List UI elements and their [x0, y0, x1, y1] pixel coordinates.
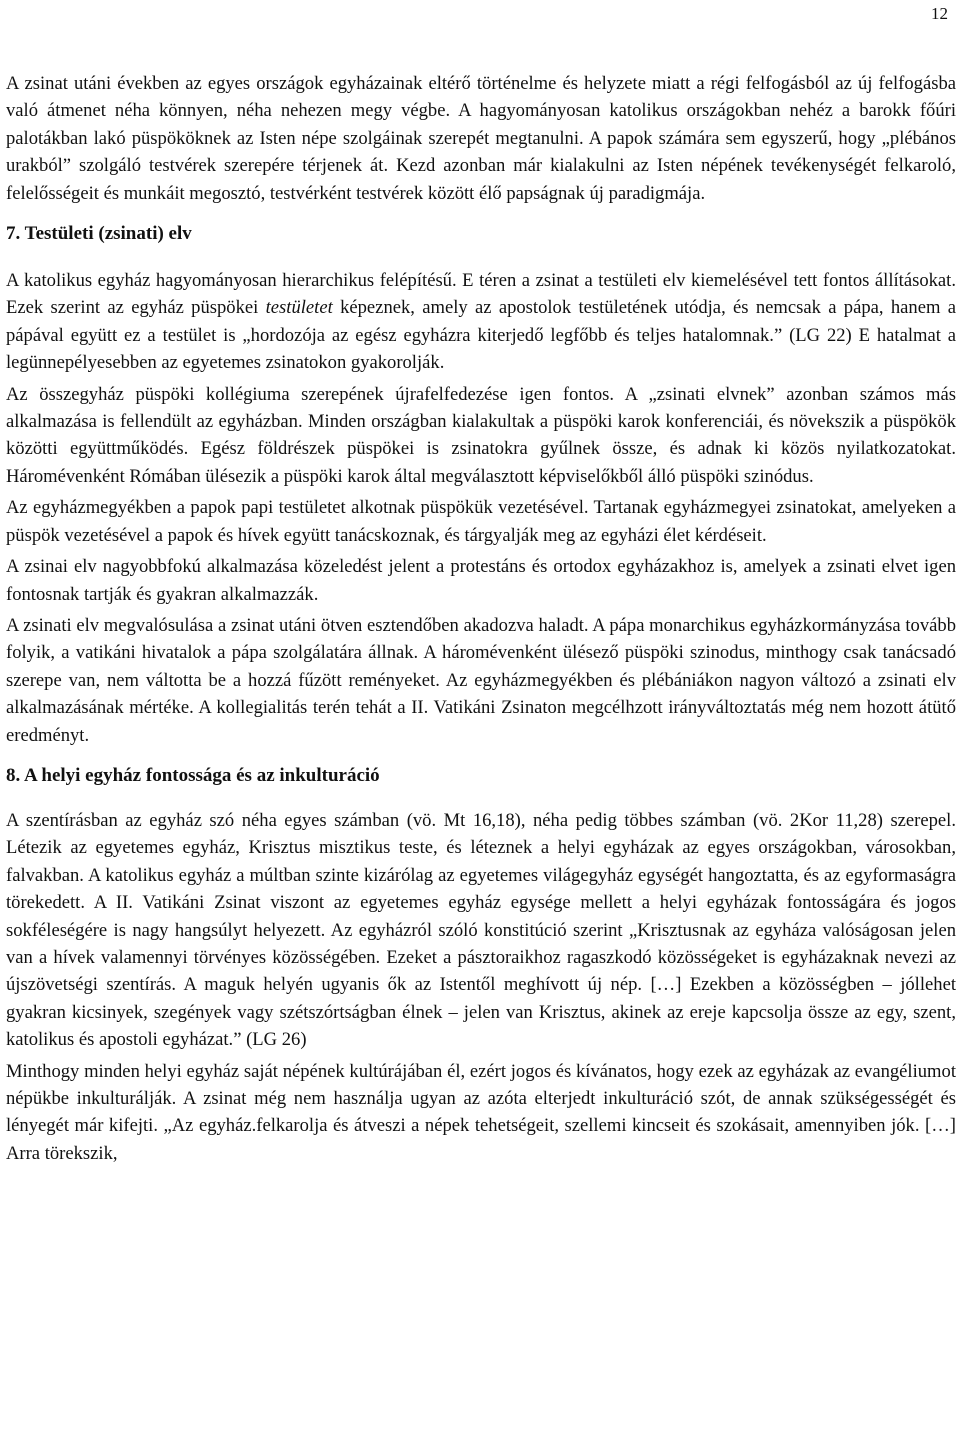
section-7-paragraph: A zsinai elv nagyobbfokú alkalmazása közeledést jelent a protestáns és ortodox egyházakhoz is, amelyek a zsinati elvet igen fontosnak tartják és gyakran alkalmazzák. — [6, 556, 956, 605]
emphasis-text: testületet — [265, 297, 333, 319]
section-7-paragraph: Az összegyház püspöki kollégiuma szerepének újrafelfedezése igen fontos. A „zsinati elvnek” azonban számos más alkalmazása is fellendült az egyházban. Minden országban kialakultak a püspöki karok konferenciái, és növekszik a püspökök közötti együttműködés. Egész földrészek püspökei is zsinatokra gyűlnek össze, és adnak ki közös nyilatkozatokat. Háromévenként Rómában ülésezik a püspöki karok által megválasztott képviselőkből álló püspöki szinódus. — [6, 383, 956, 487]
intro-paragraph: A zsinat utáni években az egyes országok egyházainak eltérő történelme és helyzete miatt a régi felfogásból az új felfogásba való átmenet néha könnyen, néha nehezen megy végbe. A hagyományosan katolikus országokban nehéz a barokk főúri palotákban lakó püspököknek az Isten népe szolgáinak szerepét megtanulni. A papok számára sem egyszerű, hogy „plébános urakból” szolgáló testvérek szerepére térjenek át. Kezd azonban már kialakulni az Isten népének tevékenységét felkaroló, felelősségeit és munkáit megosztó, testvérként testvérek között élő papságnak új paradigmája. — [6, 73, 956, 204]
page-number: 12 — [931, 4, 948, 23]
section-8-heading: 8. A helyi egyház fontossága és az inkulturáció — [6, 764, 380, 786]
section-7-paragraph — [6, 267, 956, 377]
text-run: képeznek, amely az apostolok testületének utódja, és nemcsak a pápa, hanem a pápával együtt ez a testület is „hordozója az egész egyházra kiterjedő legfőbb és teljes hatalomnak.” (LG 22) E hatalmat a legünnepélyesebben az egyetemes zsinatokon gyakorolják. — [6, 297, 957, 374]
section-8-paragraph: A szentírásban az egyház szó néha egyes számban (vö. Mt 16,18), néha pedig többes számban (vö. 2Kor 11,28) szerepel. Létezik az egyetemes egyház, Krisztus misztikus teste, és léteznek a helyi egyházak az egyes országokban, városokban, falvakban. A katolikus egyház a múltban szinte kizárólag az egyetemes világegyház egységét hangoztatta, és az egyformaságra törekedett. A II. Vatikáni Zsinat viszont az egyetemes egyház egysége mellett a helyi egyházak fontosságára és jogos sokféleségére is nagy hangsúlyt helyezett. Az egyházról szóló konstitúció szerint „Krisztusnak az egyháza valóságosan jelen van a hívek valamennyi törvényes közösségében. Ezeket a pásztoraikhoz ragaszkodó közösségeket is egyházaknak nevezi az újszövetségi szentírás. A maguk helyén ugyanis ők az Istentől meghívott új nép. […] Ezekben a közösségben – jóllehet gyakran kicsinyek, szegények vagy szétszórtságban élnek – jelen van Krisztus, akinek az ereje kapcsolja össze az egy, szent, katolikus és apostoli egyházat.” (LG 26) — [6, 809, 956, 1051]
section-7-paragraph: A zsinati elv megvalósulása a zsinat utáni ötven esztendőben akadozva haladt. A pápa monarchikus egyházkormányzása tovább folyik, a vatikáni hivatalok a pápa szolgálatára állnak. A háromévenként ülésező püspöki szinodus, minthogy csak tanácsadó szerepe van, nem váltotta be a hozzá fűzött reményeket. Az egyházmegyékben és plébániákon nagyon változó a zsinati elv alkalmazásának mértéke. A kollegialitás terén tehát a II. Vatikáni Zsinaton megcélhzott irányváltoztatás még nem hozott átütő eredményt. — [6, 614, 956, 746]
document-body — [6, 70, 956, 1171]
section-7-paragraph: Az egyházmegyékben a papok papi testületet alkotnak püspökük vezetésével. Tartanak egyházmegyei zsinatokat, amelyeken a püspök vezetésével a papok és hívek együtt tanácskoznak, és tárgyalják meg az egyházi élet kérdéseit. — [6, 497, 956, 546]
section-7-heading: 7. Testületi (zsinati) elv — [6, 223, 192, 245]
text-run: A katolikus egyház hagyományosan hierarchikus felépítésű. E téren a zsinat a testületi elv kiemelésével tett fontos állításokat. Ezek szerint az egyház püspökei — [6, 270, 956, 319]
section-8-paragraph: Minthogy minden helyi egyház saját népének kultúrájában él, ezért jogos és kívánatos, hogy ezek az egyházak az evangéliumot népükbe inkulturálják. A zsinat még nem használja ugyan az azóta elterjedt inkulturáció szót, de annak szükségességét és lényegét már kifejti. „Az egyház.felkarolja és átveszi a népek tehetségeit, szellemi kincseit és szokásait, amennyiben jók. […] Arra törekszik, — [6, 1060, 956, 1164]
